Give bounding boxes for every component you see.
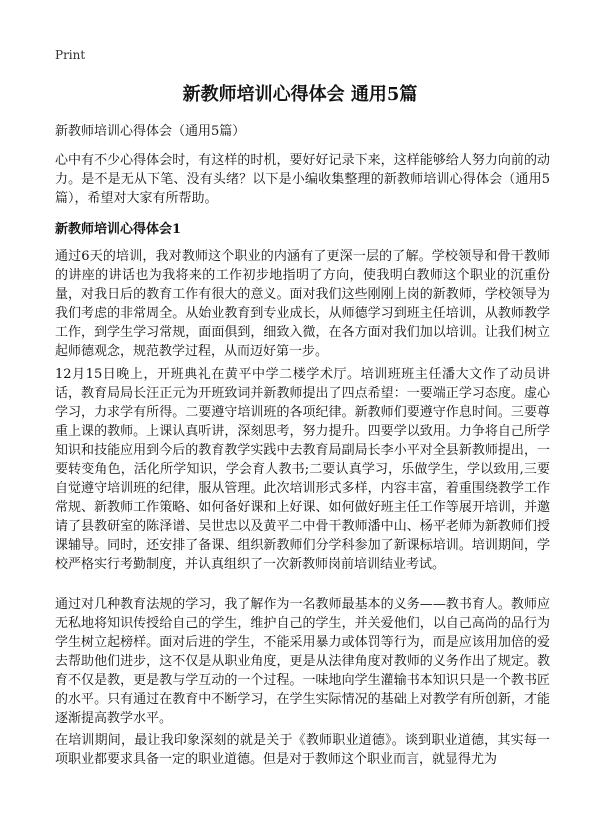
- section-heading: 新教师培训心得体会1: [55, 222, 182, 237]
- body-paragraph-3: 通过对几种教育法规的学习，我了解作为一名教师最基本的义务——教书育人。教师应无私地将知识传授给自己的学生，维护自己的学生，并关爱他们，以自己高尚的品行为学生树立起榜样。面对后进的学生，不能采用暴力或体罚等行为，而是应该用加倍的爱去帮助他们进步，这不仅是从职业角度，更是从法律角度对教师的义务作出了规定。教育不仅是教，更是教与学互动的一个过程。一味地向学生灌输书本知识只是一个教书匠的水平。只有通过在教育中不断学习，在学生实际情况的基础上对教学有所创新，才能逐渐提高教学水平。: [55, 597, 550, 726]
- intro-paragraph: 心中有不少心得体会时，有这样的时机，要好好记录下来，这样能够给人努力向前的动力。是不是无从下笔、没有头绪？以下是小编收集整理的新教师培训心得体会（通用5篇），希望对大家有所帮助。: [55, 153, 550, 206]
- print-link[interactable]: Print: [55, 48, 86, 62]
- page-title: 新教师培训心得体会 通用5篇: [182, 84, 418, 105]
- body-paragraph-4: 在培训期间，最让我印象深刻的就是关于《教师职业道德》。谈到职业道德，其实每一项职业都要求具备一定的职业道德。但是对于教师这个职业而言，就显得尤为: [55, 733, 550, 767]
- body-paragraph-2: 12月15日晚上，开班典礼在黄平中学二楼学术厅。培训班班主任潘大文作了动员讲话，教育局局长汪正元为开班致词并新教师提出了四点希望：一要端正学习态度。虚心学习，力求学有所得。二要遵守培训班的各项纪律。新教师们要遵守作息时间。三要尊重上课的教师。上课认真听讲，深刻思考，努力提升。四要学以致用。力争将自己所学知识和技能应用到今后的教育教学实践中去教育局副局长李小平对全县新教师提出，一要转变角色，活化所学知识，学会育人教书;二要认真学习，乐做学生，学以致用,三要自觉遵守培训班的纪律，服从管理。此次培训形式多样，内容丰富，着重围绕教学工作常规、新教师工作策略、如何备好课和上好课、如何做好班主任工作等展开培训，并邀请了县教研室的陈泽谱、吴世忠以及黄平二中骨干教师潘中山、杨平老师为新教师们授课辅导。同时，还安排了备课、组织新教师们分学科参加了新课标培训。培训期间，学校严格实行考勤制度，并认真组织了一次新教师岗前培训结业考试。: [55, 367, 550, 572]
- body-paragraph-1: 通过6天的培训，我对教师这个职业的内涵有了更深一层的了解。学校领导和骨干教师的讲座的讲话也为我将来的工作初步地指明了方向，使我明白教师这个职业的沉重份量，对我日后的教育工作有很大的意义。面对我们这些刚刚上岗的新教师，学校领导为我们考虑的非常周全。从始业教育到专业成长，从师德学习到班主任培训，从教师教学工作，到学生学习常规，面面俱到，细致入微，在各方面对我们加以培训。让我们树立起师德观念，规范教学过程，从而迈好第一步。: [55, 249, 550, 359]
- document-subtitle: 新教师培训心得体会（通用5篇）: [55, 124, 246, 139]
